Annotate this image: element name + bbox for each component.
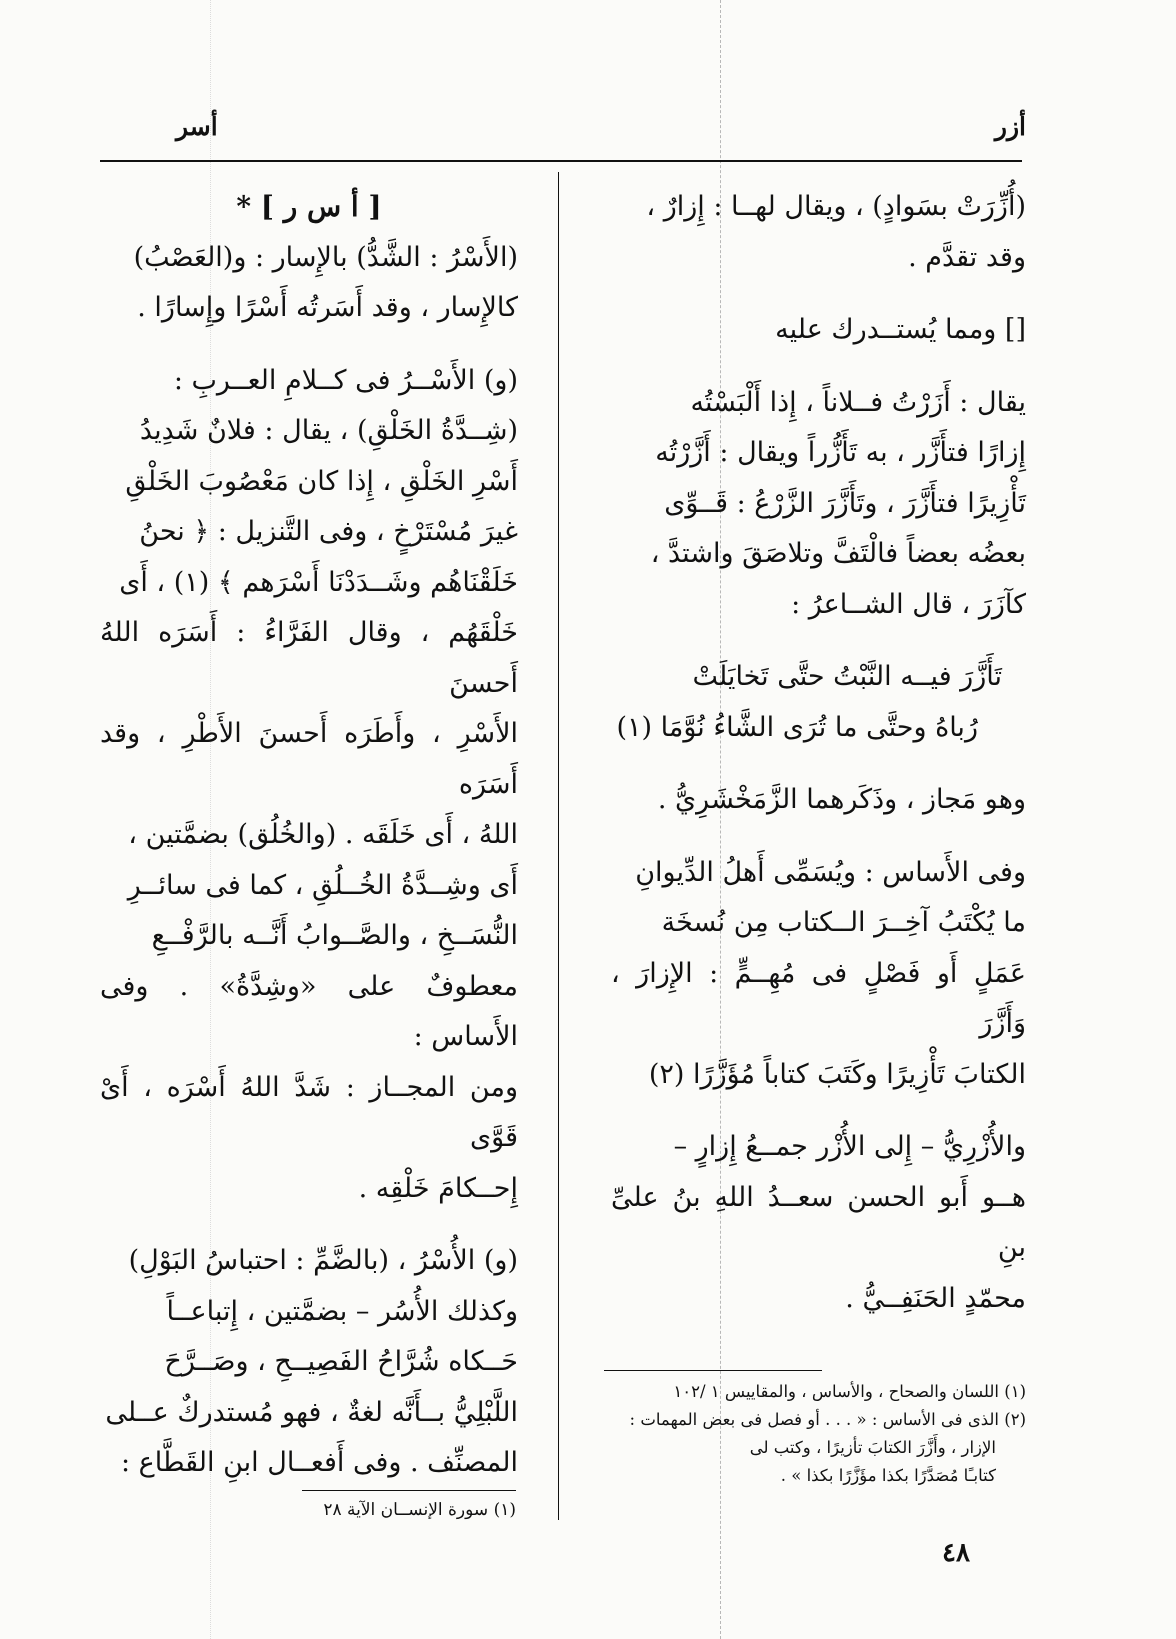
running-head-left: أسر	[176, 112, 218, 141]
page-number: ٤٨	[942, 1538, 970, 1568]
right-column	[611, 182, 1026, 1324]
text-line: ومن المجــاز : شَدَّ اللهُ أَسْرَه ، أَىْ قَوَّى	[100, 1071, 518, 1153]
text-line: أَسْرِ الخَلْقِ ، إِذا كان مَعْصُوبَ الخَلْقِ	[125, 465, 518, 497]
text-line: الأَسْرِ ، وأَطَرَه أَحسنَ الأَطْرِ ، وقد أَسَرَه	[100, 718, 518, 800]
footnote-2-continuation: الإزار ، وأَزَّرَ الكتابَ تأزيرًا ، وكتب لى	[749, 1438, 996, 1457]
text-line: (أُزِّرَتْ بسَوادٍ) ، ويقال لهــا : إِزارٌ ،	[646, 191, 1026, 222]
text-line: تَأْزِيرًا فتأَزَّرَ ، وتَأَزَّرَ الزَّرْعُ : قَــوِّى	[664, 487, 1026, 519]
footnote-2: (٢) الذى فى الأساس : « . . . أو فصل فى بعض المهمات :	[629, 1410, 1026, 1429]
footnote-rule-right	[604, 1370, 822, 1371]
text-line: وفى الأَساس : ويُسَمِّى أَهلُ الدِّيوانِ	[635, 856, 1026, 888]
text-line: ما يُكْتَبُ آخِــرَ الــكتاب مِن نُسخَة	[661, 907, 1026, 938]
left-column	[100, 182, 518, 1489]
text-line: بعضُه بعضاً فالْتَفَّ وتلاصَقَ واشتدَّ ،	[650, 538, 1026, 569]
text-line: كالإِسار ، وقد أَسَرتُه أَسْرًا وإِسارًا .	[137, 292, 518, 323]
mustadrak-heading: [] ومما يُستــدرك عليه	[775, 314, 1026, 345]
text-line: (و) الأَسْــرُ فى كــلامِ العــربِ :	[173, 364, 518, 396]
text-line: (الأَسْرُ : الشَّدُّ) بالإِسار : و(العَصْبُ)	[133, 241, 518, 273]
text-line: (و) الأُسْرُ ، (بالضَّمِّ : احتباسُ البَوْلِ)	[128, 1245, 518, 1276]
text-line: محمّدٍ الحَنَفِــيُّ .	[845, 1282, 1026, 1314]
text-line: أَى وشِــدَّةُ الخُــلُقِ ، كما فى سائــرِ	[127, 869, 518, 901]
footnote-1-left: (١) سورة الإنســان الآية ٢٨	[323, 1500, 516, 1520]
footnotes-left	[104, 1496, 516, 1524]
footnotes-right	[604, 1378, 1026, 1490]
text-line: خَلْقَهُم ، وقال الفَرَّاءُ : أَسَرَه اللهُ أَحسنَ	[100, 617, 518, 699]
text-line: حَــكاه شُرَّاحُ الفَصِيــحِ ، وصَــرَّحَ	[164, 1346, 518, 1377]
entry-heading: [ أ س ر ] *	[236, 190, 382, 223]
verse-line-1: تَأَزَّرَ فيــه النَّبْتُ حتَّى تَخايَلَتْ	[692, 661, 1002, 692]
header-rule	[100, 160, 1022, 162]
text-line: اللَّبْلِيُّ بــأَنَّه لغةٌ ، فهو مُستدركٌ عــلى	[105, 1396, 518, 1428]
column-divider	[558, 172, 559, 1520]
footnote-1: (١) اللسان والصحاح ، والأساس ، والمقاييس ١ /١٠٢	[673, 1382, 1026, 1401]
text-line: المصنِّف . وفى أَفعــال ابنِ القَطَّاع :	[120, 1447, 518, 1478]
text-line: خَلَقْنَاهُم وشَــدَدْنَا أَسْرَهم ﴾ (١) ، أَى	[119, 566, 518, 598]
text-line: هــو أَبو الحسن سعــدُ اللهِ بنُ علىِّ بنِ	[611, 1181, 1026, 1263]
text-line: (شِــدَّةُ الخَلْقِ) ، يقال : فلانٌ شَدِيدُ	[139, 415, 518, 446]
text-line: اللهُ ، أَى خَلَقَه . (والخُلُق) بضمَّتين ،	[128, 819, 518, 850]
footnote-rule-left	[302, 1490, 516, 1491]
text-line: وقد تقدَّم .	[908, 241, 1026, 273]
text-line: يقال : أَزَرْتُ فــلاناً ، إِذا أَلْبَسْتُه	[690, 386, 1026, 418]
text-line: النُّسَــخِ ، والصَّــوابُ أَنَّــه بالرَّفْــعِ	[151, 920, 518, 951]
text-line: إِحــكامَ خَلْقِه .	[358, 1172, 518, 1204]
verse-line-2: رُباهُ وحتَّى ما تُرَى الشَّاءُ نُوَّمَا (١)	[616, 711, 978, 743]
text-line: إِزارًا فتأَزَّر ، به تَأَزُّراً ويقال : أَزَّرْتُه	[655, 437, 1026, 468]
text-line: وكذلك الأُسُر – بضمَّتين ، إِتباعــاً	[166, 1295, 518, 1327]
text-line: عَمَلٍ أَو فَصْلٍ فى مُهِــمٍّ : الإِزارَ ، وَأَزَّرَ	[611, 957, 1026, 1039]
text-line: الكتابَ تَأْزِيرًا وكَتَبَ كتاباً مُؤَزَّرًا (٢)	[648, 1058, 1026, 1090]
text-line: معطوفٌ على «وشِدَّةُ» . وفى الأَساس :	[100, 970, 518, 1052]
text-line: وهو مَجاز ، وذَكَرهما الزَّمَخْشَرِيُّ .	[657, 784, 1026, 815]
text-line: والأُزْرِيُّ – إِلى الأُزْر جمــعُ إِزارٍ –	[673, 1131, 1026, 1162]
text-line: كآزَرَ ، قال الشــاعرُ :	[791, 588, 1026, 620]
running-head-right: أزر	[994, 112, 1026, 141]
text-line: غيرَ مُسْتَرْخٍ ، وفى التَّنزيل : ﴿ نحنُ	[139, 516, 518, 547]
footnote-2-continuation: كتابـًا مُصَدَّرًا بكذا مؤَزَّرًا بكذا » .	[780, 1466, 996, 1485]
